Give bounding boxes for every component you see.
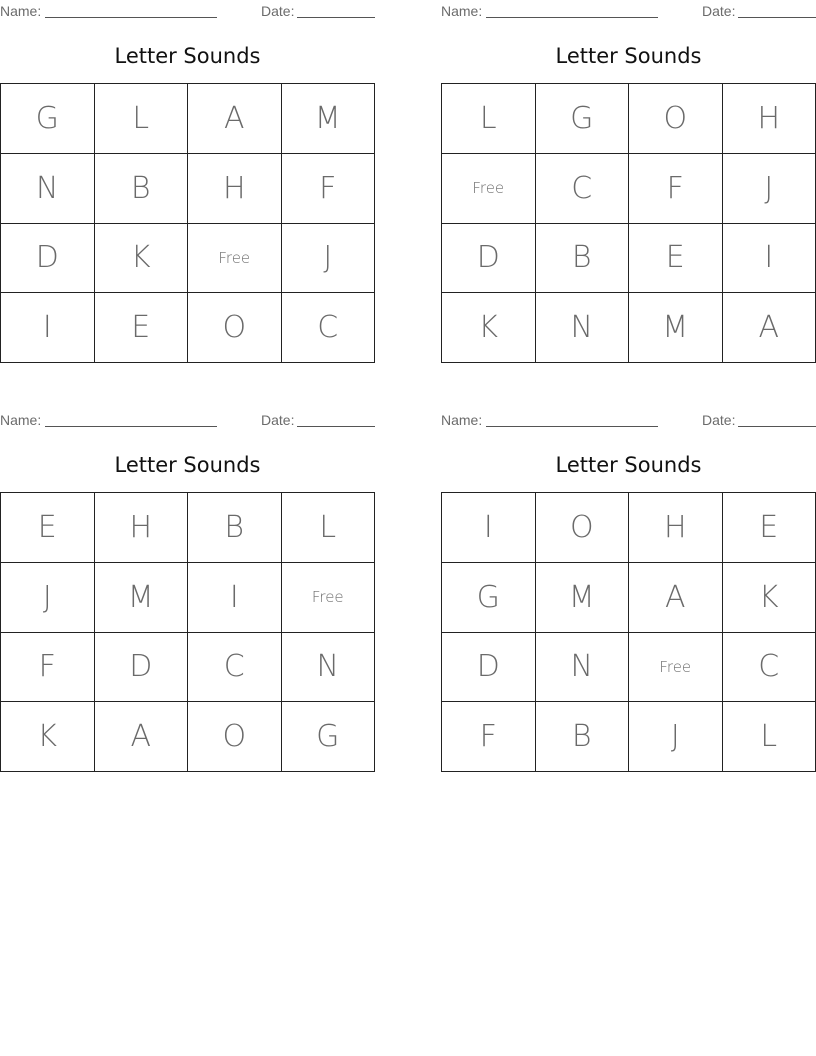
letter-cell: L xyxy=(95,84,189,154)
letter-cell: E xyxy=(723,493,816,563)
name-blank-line xyxy=(45,426,217,427)
bingo-grid xyxy=(0,83,375,363)
name-blank-line xyxy=(486,17,658,18)
card-header xyxy=(0,409,375,431)
letter-cell: N xyxy=(1,154,95,224)
date-label: Date: xyxy=(702,3,736,19)
letter-cell: N xyxy=(282,633,376,703)
letter-cell: K xyxy=(95,224,189,294)
letter-cell: C xyxy=(723,633,816,703)
name-label: Name: xyxy=(0,412,42,428)
date-blank-line xyxy=(738,426,816,427)
letter-cell: A xyxy=(723,293,816,363)
bingo-card-2 xyxy=(441,0,816,346)
name-blank-line xyxy=(486,426,658,427)
letter-cell: H xyxy=(188,154,282,224)
date-label: Date: xyxy=(261,412,295,428)
date-blank-line xyxy=(297,17,375,18)
date-blank-line xyxy=(738,17,816,18)
bingo-grid xyxy=(0,492,375,772)
free-space-cell: Free xyxy=(629,633,723,703)
letter-cell: M xyxy=(629,293,723,363)
letter-cell: A xyxy=(629,563,723,633)
card-title: Letter Sounds xyxy=(555,44,702,68)
letter-cell: N xyxy=(536,633,630,703)
letter-cell: N xyxy=(536,293,630,363)
letter-cell: J xyxy=(723,154,816,224)
letter-cell: M xyxy=(95,563,189,633)
letter-cell: D xyxy=(442,224,536,294)
card-header xyxy=(441,0,816,22)
letter-cell: E xyxy=(95,293,189,363)
bingo-card-1 xyxy=(0,0,375,346)
date-label: Date: xyxy=(261,3,295,19)
letter-cell: I xyxy=(1,293,95,363)
free-space-cell: Free xyxy=(282,563,376,633)
letter-cell: G xyxy=(282,702,376,772)
letter-cell: I xyxy=(188,563,282,633)
letter-cell: I xyxy=(442,493,536,563)
letter-cell: C xyxy=(188,633,282,703)
letter-cell: E xyxy=(1,493,95,563)
letter-cell: A xyxy=(188,84,282,154)
card-header xyxy=(0,0,375,22)
letter-cell: D xyxy=(1,224,95,294)
letter-cell: G xyxy=(536,84,630,154)
card-title: Letter Sounds xyxy=(114,453,261,477)
letter-cell: O xyxy=(629,84,723,154)
letter-cell: D xyxy=(95,633,189,703)
date-label: Date: xyxy=(702,412,736,428)
name-label: Name: xyxy=(441,412,483,428)
bingo-card-4 xyxy=(441,409,816,755)
free-space-cell: Free xyxy=(442,154,536,224)
letter-cell: A xyxy=(95,702,189,772)
letter-cell: H xyxy=(95,493,189,563)
letter-cell: B xyxy=(188,493,282,563)
letter-cell: O xyxy=(188,293,282,363)
bingo-card-3 xyxy=(0,409,375,755)
name-blank-line xyxy=(45,17,217,18)
letter-cell: O xyxy=(188,702,282,772)
letter-cell: F xyxy=(442,702,536,772)
letter-cell: M xyxy=(536,563,630,633)
card-header xyxy=(441,409,816,431)
letter-cell: L xyxy=(442,84,536,154)
letter-cell: G xyxy=(442,563,536,633)
letter-cell: C xyxy=(536,154,630,224)
date-blank-line xyxy=(297,426,375,427)
card-title: Letter Sounds xyxy=(555,453,702,477)
letter-cell: L xyxy=(723,702,816,772)
letter-cell: J xyxy=(629,702,723,772)
letter-cell: E xyxy=(629,224,723,294)
letter-cell: H xyxy=(629,493,723,563)
letter-cell: B xyxy=(536,702,630,772)
letter-cell: F xyxy=(629,154,723,224)
letter-cell: L xyxy=(282,493,376,563)
letter-cell: D xyxy=(442,633,536,703)
letter-cell: B xyxy=(536,224,630,294)
bingo-grid xyxy=(441,492,816,772)
letter-cell: B xyxy=(95,154,189,224)
letter-cell: K xyxy=(1,702,95,772)
bingo-grid xyxy=(441,83,816,363)
letter-cell: H xyxy=(723,84,816,154)
letter-cell: O xyxy=(536,493,630,563)
letter-cell: C xyxy=(282,293,376,363)
letter-cell: I xyxy=(723,224,816,294)
letter-cell: G xyxy=(1,84,95,154)
letter-cell: J xyxy=(282,224,376,294)
name-label: Name: xyxy=(0,3,42,19)
letter-cell: M xyxy=(282,84,376,154)
free-space-cell: Free xyxy=(188,224,282,294)
card-title: Letter Sounds xyxy=(114,44,261,68)
letter-cell: J xyxy=(1,563,95,633)
name-label: Name: xyxy=(441,3,483,19)
letter-cell: K xyxy=(442,293,536,363)
letter-cell: F xyxy=(282,154,376,224)
letter-cell: K xyxy=(723,563,816,633)
letter-cell: F xyxy=(1,633,95,703)
